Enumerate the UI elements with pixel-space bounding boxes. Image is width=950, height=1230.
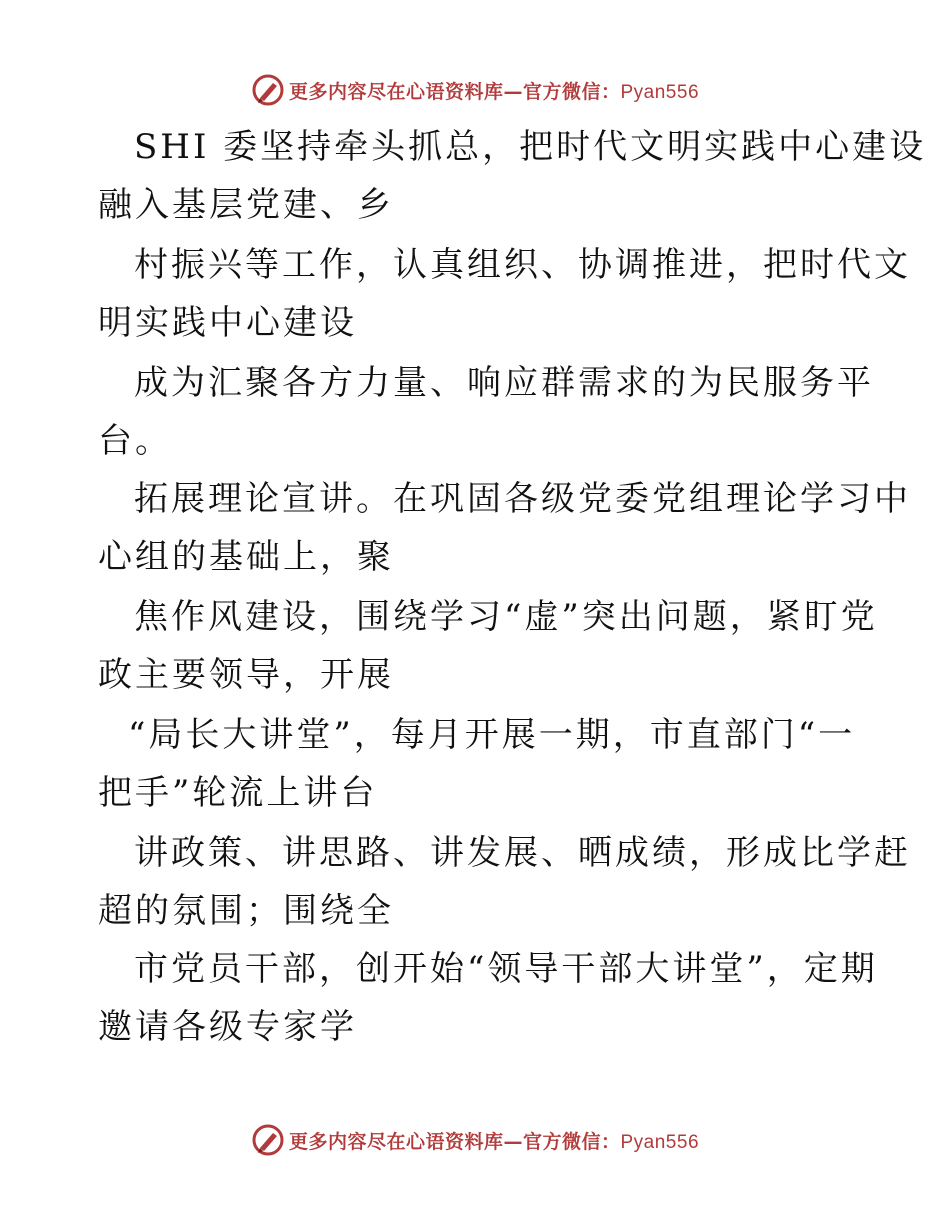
text-line: 市党员干部，创开始“领导干部大讲堂”，定期 [134, 949, 878, 989]
header-banner [0, 70, 950, 110]
footer-banner-wechat-id: Pyan556 [620, 1131, 700, 1153]
text-line: 邀请各级专家学 [98, 1007, 357, 1047]
footer-banner-label: 更多内容尽在心语资料库—官方微信： [288, 1130, 621, 1153]
text-line: 村振兴等工作，认真组织、协调推进，把时代文 [134, 245, 911, 285]
text-line: 把手”轮流上讲台 [98, 773, 378, 813]
text-line: 焦作风建设，围绕学习“虚”突出问题，紧盯党 [134, 597, 878, 637]
text-line: 成为汇聚各方力量、响应群需求的为民服务平 [134, 363, 874, 403]
pen-logo-icon [251, 1123, 285, 1157]
text-line: “局长大讲堂”，每月开展一期，市直部门“一 [128, 715, 856, 755]
text-line: 明实践中心建设 [98, 303, 357, 343]
footer-banner [0, 1120, 950, 1160]
text-line: 超的氛围；围绕全 [98, 891, 394, 931]
text-line: 心组的基础上，聚 [98, 537, 394, 577]
text-line: 融入基层党建、乡 [98, 185, 394, 225]
text-line: 讲政策、讲思路、讲发展、晒成绩，形成比学赶 [134, 833, 911, 873]
footer-banner-text [289, 1127, 699, 1154]
header-banner-wechat-id: Pyan556 [620, 81, 700, 103]
text-line: SHI 委坚持牵头抓总，把时代文明实践中心建设 [134, 127, 927, 167]
text-line: 政主要领导，开展 [98, 655, 394, 695]
text-line: 拓展理论宣讲。在巩固各级党委党组理论学习中 [134, 479, 911, 519]
text-line: 台。 [98, 421, 172, 461]
header-banner-label: 更多内容尽在心语资料库—官方微信： [288, 80, 621, 103]
header-banner-text [289, 77, 699, 104]
pen-logo-icon [251, 73, 285, 107]
